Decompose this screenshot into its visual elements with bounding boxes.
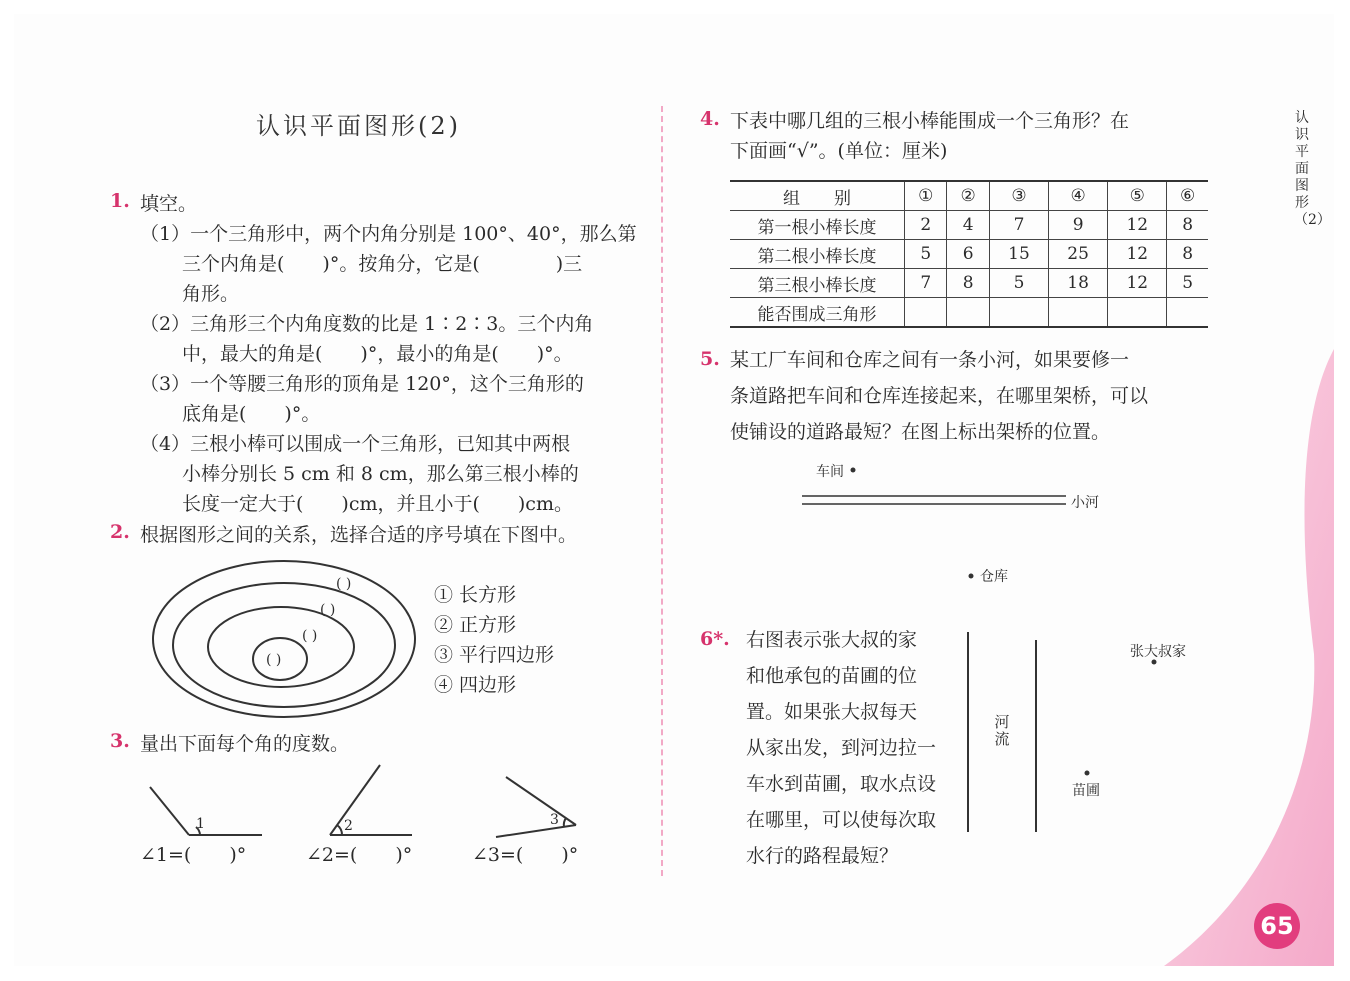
page-title: 认识平面图形(2) [256,112,461,140]
table-header-row [730,181,1208,211]
river-label: 小河 [1071,495,1099,511]
q1-line: 中，最大的角是( )°，最小的角是( )°。 [182,343,573,365]
answer-cell[interactable] [947,298,989,328]
table-cell: 2 [905,211,947,240]
table-cell: 25 [1049,240,1108,269]
table-cell: 15 [989,240,1048,269]
q5-line: 某工厂车间和仓库之间有一条小河，如果要修一 [730,349,1130,371]
ellipse-paren-second: ( ) [320,602,336,618]
table-cell: 5 [905,240,947,269]
table-cell: 12 [1108,240,1167,269]
table-cell: 第二根小棒长度 [730,240,905,269]
q1-number: 1. [110,190,130,212]
q1-line: 小棒分别长 5 cm 和 8 cm，那么第三根小棒的 [182,463,579,485]
angle-2-mark: 2 [344,818,353,834]
angle-1-mark: 1 [196,816,205,832]
q5-line: 条道路把车间和仓库连接起来，在哪里架桥，可以 [730,385,1149,407]
table-cell: 6 [947,240,989,269]
q1-line: （3）一个等腰三角形的顶角是 120°，这个三角形的 [140,373,584,395]
page-number-badge: 65 [1254,903,1300,949]
ellipse-paren-inner: ( ) [266,652,282,668]
q1-line: （2）三角形三个内角度数的比是 1∶2∶3。三个内角 [140,313,594,335]
shape-option: ② 正方形 [434,614,517,636]
answer-cell[interactable] [989,298,1048,328]
shape-option: ④ 四边形 [434,674,517,696]
q6-line: 置。如果张大叔每天 [746,701,918,723]
q1-title: 填空。 [140,193,198,215]
table-cell: ② [947,181,989,211]
workshop-label: 车间 [816,464,844,480]
table-cell: ③ [989,181,1048,211]
answer-cell[interactable] [1167,298,1208,328]
q1-line: 底角是( )°。 [182,403,321,425]
q6-number: 6*. [700,628,730,650]
angle-answer: ∠1=( )° [140,844,247,866]
table-cell: ⑥ [1180,186,1196,206]
table-answer-row [730,298,1208,328]
table-cell: 8 [1182,215,1194,235]
q1-line: 长度一定大于( )cm，并且小于( )cm。 [182,493,573,515]
nursery-label: 苗圃 [1072,783,1100,799]
table-row [730,269,1208,298]
q6-line: 和他承包的苗圃的位 [746,665,918,687]
sticks-table [730,180,1208,328]
table-cell: 18 [1049,269,1108,298]
q2-number: 2. [110,521,130,543]
q5-line: 使铺设的道路最短？在图上标出架桥的位置。 [730,421,1111,443]
warehouse-label: 仓库 [980,569,1008,585]
shape-option: ① 长方形 [434,584,517,606]
table-cell: 8 [1182,244,1194,264]
q3-number: 3. [110,730,130,752]
center-fold-divider [661,106,663,876]
river-stream-label: 河流 [994,713,1010,748]
table-row [730,211,1208,240]
q1-line: 三个内角是( )°。按角分，它是( )三 [182,253,583,275]
table-cell: 能否围成三角形 [730,298,905,328]
home-label: 张大叔家 [1130,644,1186,660]
answer-cell[interactable] [905,298,947,328]
answer-cell[interactable] [1108,298,1167,328]
q4-number: 4. [700,108,720,130]
q4-line: 下面画“√”。(单位：厘米) [730,140,948,162]
side-chapter-title: 认识平面图形（2） [1294,110,1331,228]
table-cell: 12 [1108,211,1167,240]
q6-line: 从家出发，到河边拉一 [746,737,937,759]
table-cell: 第三根小棒长度 [730,269,905,298]
table-cell: 7 [905,269,947,298]
q3-title: 量出下面每个角的度数。 [140,733,350,755]
table-cell: 4 [947,211,989,240]
table-cell: 12 [1108,269,1167,298]
angle-answer: ∠2=( )° [306,844,413,866]
q6-line: 在哪里，可以使每次取 [746,809,937,831]
q1-line: 角形。 [182,283,240,305]
q1-line: （4）三根小棒可以围成一个三角形，已知其中两根 [140,433,571,455]
angle-answer: ∠3=( )° [472,844,579,866]
table-row [730,240,1208,269]
nested-ellipses-diagram [150,556,426,722]
q2-title: 根据图形之间的关系，选择合适的序号填在下图中。 [140,524,578,546]
shape-option: ③ 平行四边形 [434,644,555,666]
answer-cell[interactable] [1049,298,1108,328]
table-cell: 5 [989,269,1048,298]
table-cell: 7 [989,211,1048,240]
table-cell: 组 别 [730,181,905,211]
angle-3-mark: 3 [550,812,559,828]
q6-line: 右图表示张大叔的家 [746,629,918,651]
table-cell: ④ [1049,181,1108,211]
q6-line: 车水到苗圃，取水点设 [746,773,937,795]
table-cell: 5 [1182,273,1194,293]
workbook-page [14,14,1334,966]
table-cell: 8 [947,269,989,298]
table-cell: 第一根小棒长度 [730,211,905,240]
ellipse-paren-third: ( ) [302,628,318,644]
table-cell: ⑤ [1108,181,1167,211]
q6-line: 水行的路程最短？ [746,845,899,867]
ellipse-paren-outer: ( ) [336,576,352,592]
table-cell: 9 [1049,211,1108,240]
q5-number: 5. [700,348,720,370]
table-cell: ① [905,181,947,211]
q1-line: （1）一个三角形中，两个内角分别是 100°、40°，那么第 [140,223,637,245]
q4-line: 下表中哪几组的三根小棒能围成一个三角形？在 [730,110,1130,132]
